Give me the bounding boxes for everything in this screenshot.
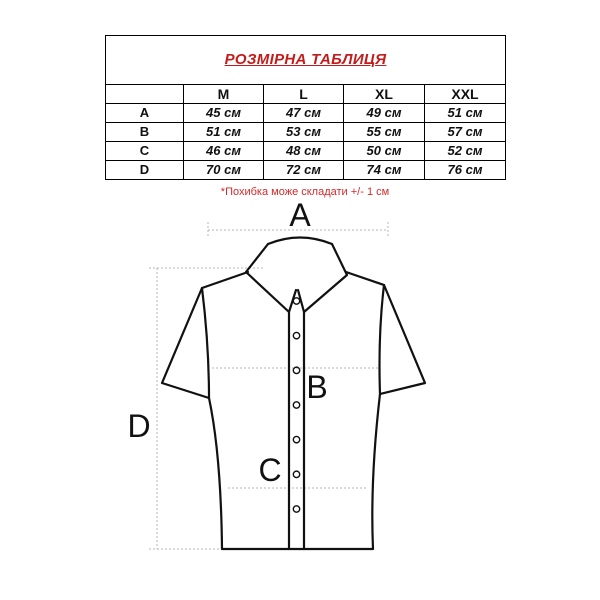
cell-b-xxl: 57 см: [425, 123, 506, 142]
cell-c-l: 48 см: [264, 142, 344, 161]
measure-lines: [149, 222, 388, 549]
cell-d-l: 72 см: [264, 161, 344, 180]
label-d: D: [127, 408, 151, 444]
shirt-button: [293, 436, 299, 442]
shirt-button: [293, 471, 299, 477]
shirt-button: [293, 298, 299, 304]
cell-c-xl: 50 см: [344, 142, 425, 161]
cell-d-m: 70 см: [184, 161, 264, 180]
label-b: B: [306, 369, 328, 405]
cell-a-xl: 49 см: [344, 104, 425, 123]
cell-c-xxl: 52 см: [425, 142, 506, 161]
shirt-button: [293, 402, 299, 408]
cell-b-l: 53 см: [264, 123, 344, 142]
collar-back: [268, 238, 332, 245]
row-label-a: A: [106, 104, 184, 123]
shirt-button: [293, 506, 299, 512]
size-header-m: M: [184, 85, 264, 104]
label-c: C: [258, 452, 282, 488]
table-title: РОЗМІРНА ТАБЛИЦЯ: [106, 36, 506, 85]
shirt-outline: [162, 238, 425, 550]
row-label-c: C: [106, 142, 184, 161]
size-header-xxl: XXL: [425, 85, 506, 104]
cell-a-xxl: 51 см: [425, 104, 506, 123]
size-header-l: L: [264, 85, 344, 104]
cell-a-l: 47 см: [264, 104, 344, 123]
row-label-b: B: [106, 123, 184, 142]
sleeve-left: [162, 272, 248, 398]
measurement-footnote: *Похибка може складати +/- 1 см: [220, 186, 390, 198]
row-label-d: D: [106, 161, 184, 180]
size-header-xl: XL: [344, 85, 425, 104]
label-a: A: [289, 197, 311, 233]
cell-d-xxl: 76 см: [425, 161, 506, 180]
shirt-buttons: [293, 298, 299, 512]
cell-b-m: 51 см: [184, 123, 264, 142]
cell-b-xl: 55 см: [344, 123, 425, 142]
shirt-button: [293, 332, 299, 338]
cell-d-xl: 74 см: [344, 161, 425, 180]
cell-c-m: 46 см: [184, 142, 264, 161]
collar-left: [246, 244, 296, 312]
collar-right: [298, 244, 347, 312]
cell-a-m: 45 см: [184, 104, 264, 123]
sleeve-right: [346, 272, 425, 394]
